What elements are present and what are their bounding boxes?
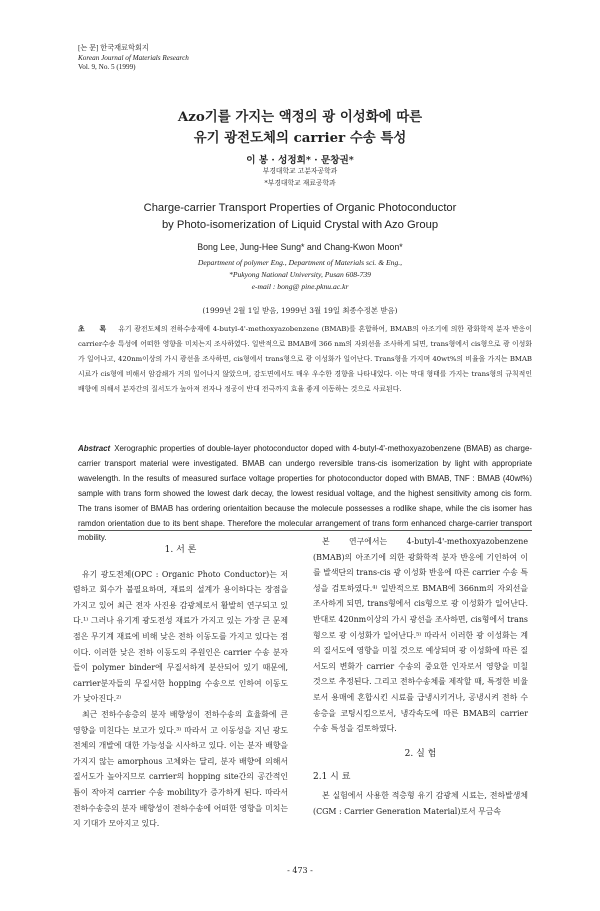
right-column [313,534,528,819]
affiliations-korean [0,166,600,189]
abstract-korean-label: 초 록 [78,325,113,333]
journal-header [78,44,189,73]
title-korean-line1: Azo기를 가지는 액정의 광 이성화에 따른 [177,109,423,125]
intro-paragraph-1: 유기 광도전체(OPC : Organic Photo Conductor)는 저렴하고 회수가 불필요하며, 재료의 설계가 용이하다는 장점을 가지고 있어 최근 전자 사진용 감광체로서 활발히 연구되고 있다.¹⁾ 그러나 유기계 광도전성 재료가 가지고 있는 가장 큰 문제점은 무기계 재료에 비해 낮은 전하 이동도를 가지고 있다는 점이다. 이러한 낮은 전하 이동도의 주원인은 carrier 수송 분자들이 polymer binder에 무질서하게 분산되어 있기 때문에, carrier분자들의 무질서한 hopping 수송으로 인하여 이동도가 낮아진다.²⁾ [73,569,288,704]
affiliation-en-2: *Pukyong National University, Pusan 608-739 [229,270,371,279]
journal-name-en: Korean Journal of Materials Research [78,53,189,62]
experiment-heading: 2. 실 험 [404,748,437,759]
title-english-line2: by Photo-isomerization of Liquid Crystal with Azo Group [161,219,439,231]
journal-volume: Vol. 9, No. 5 (1999) [78,63,136,72]
abstract-korean [78,322,532,397]
title-english-line1: Charge-carrier Transport Properties of Organic Photoconductor [143,202,457,214]
intro-paragraph-2: 최근 전하수송층의 분자 배향성이 전하수송의 효율화에 큰 영향을 미친다는 보고가 있다.³⁾ 따라서 고 이동성을 지닌 광도전체의 개발에 대한 가능성을 시사하고 있다. 이는 분자 배향을 가지지 않는 amorphous 고체와는 달리, 분자 배향에 의해서 질서도가 높아지므로 carrier의 hopping site간의 공간적인 틈이 작아져 carrier 수송 mobility가 증가하게 된다. 따라서 전하수송층의 분자 배향성이 전하수송에 어떠한 영향을 미치는지 기대가 모아지고 있다. [73,709,288,829]
affiliation-ko-1: 부경대학교 고분자공학과 [262,167,338,175]
intro-heading: 1. 서 론 [164,545,197,555]
title-korean [0,107,600,149]
authors-english: Bong Lee, Jung-Hee Sung* and Chang-Kwon Moon* [197,242,403,252]
title-english [0,200,600,234]
title-korean-line2: 유기 광전도체의 carrier 수송 특성 [193,130,407,146]
left-column [73,541,288,832]
received-dates: (1999년 2월 1일 받음, 1999년 3월 19일 최종수정본 받음) [202,306,398,315]
abstract-english-text: Xerographic properties of double-layer photoconductor doped with 4-butyl-4'-methoxyazobenzene (BMAB) as charge-carrier transport material were investigated. BMAB can undergo reversible trans-cis isomerization by light with appropriate wavelength. In the results of measured surface voltage properties for photoconductor doped with BMAB, TNF : BMAB (40wt%) sample with trans form showed the lowest dark decay, the lowest residual voltage, and the highest sensitivity among cis form. The trans isomer of BMAB has ordering orientaition because the molecule possesses a rodlike shape, while the cis isomer has ramdon orientation due to its bent shape. Therefore the molecular arrangement of trans form enhanced charge-carrier transport mobility. [78,444,532,543]
affiliations-english [0,257,600,293]
affiliation-ko-2: *부경대학교 재료공학과 [264,178,336,187]
abstract-korean-text: 유기 광전도체의 전하수송재에 4-butyl-4'-methoxyazobenzene (BMAB)를 혼합하여, BMAB의 아조기에 의한 광화학적 분자 반응이 carrier수송 특성에 어떠한 영향을 미치는지 조사하였다. 일반적으로 BMAB에 366 nm의 자외선을 조사하게 되면, trans형에서 cis형으로 광 이성화가 일어나고, 420nm이상의 가시 광선을 조사하면, cis형에서 trans형으로 광 이성화가 일어난다. Trans형을 가지며 40wt%의 비율을 가지는 BMAB시료가 cis형에 비해서 암감쇄가 거의 일어나지 않았으며, 감도면에서도 매우 우수한 경향을 나타내었다. 이는 막대 형태를 가지는 trans형의 규칙적인 배향에 의해서 분자간의 질서도가 높아져 전자나 정공이 반대 전극까지 효율 좋게 이동하는 것으로 사료된다. [78,325,532,393]
intro-paragraph-3: 본 연구에서는 4-butyl-4'-methoxyazobenzene (BMAB)의 아조기에 의한 광화학적 분자 반응에 기인하여 이를 발색단의 trans-cis 광 이성화 반응에 따른 carrier 수송 특성을 검토하였다.⁴⁾ 일반적으로 BMAB에 366nm의 자외선을 조사하게 되면, trans형에서 cis형으로 광 이성화가 일어난다. 반대로 420nm이상의 가시 광선을 조사하면, cis형에서 trans형으로 광 이성화가 일어난다.⁵⁾ 따라서 이러한 광 이성화는 계의 질서도에 영향을 미칠 것으로 예상되며 광 이성화에 따른 질서도의 변화가 carrier 수송의 중요한 인자로서 영향을 미칠 것으로 추정된다. 그리고 전하수송체를 제작할 때, 특정한 비율로서 용매에 혼합시킨 시료를 급냉시키거나, 공냉시켜 전하 수송층을 코팅시킴으로서, 냉각속도에 따른 BMAB의 carrier 수송 특성을 검토하였다. [313,537,528,734]
experiment-paragraph-1: 본 실험에서 사용한 적층형 유기 감광체 시료는, 전하발생체(CGM : Carrier Generation Material)로서 무금속 [313,790,528,816]
email-line: e-mail : bong@ pine.pknu.ac.kr [251,282,349,291]
authors-korean: 이 봉 · 성정희* · 문창권* [246,155,354,166]
abstract-english-label: Abstract [78,444,111,453]
affiliation-en-1: Department of polymer Eng., Department of Materials sci. & Eng., [197,258,403,267]
page-number: - 473 - [287,866,313,875]
samples-subheading: 2.1 시 료 [313,772,351,783]
journal-name-ko: [논 문] 한국재료학회지 [78,44,149,52]
section-divider [78,530,532,531]
